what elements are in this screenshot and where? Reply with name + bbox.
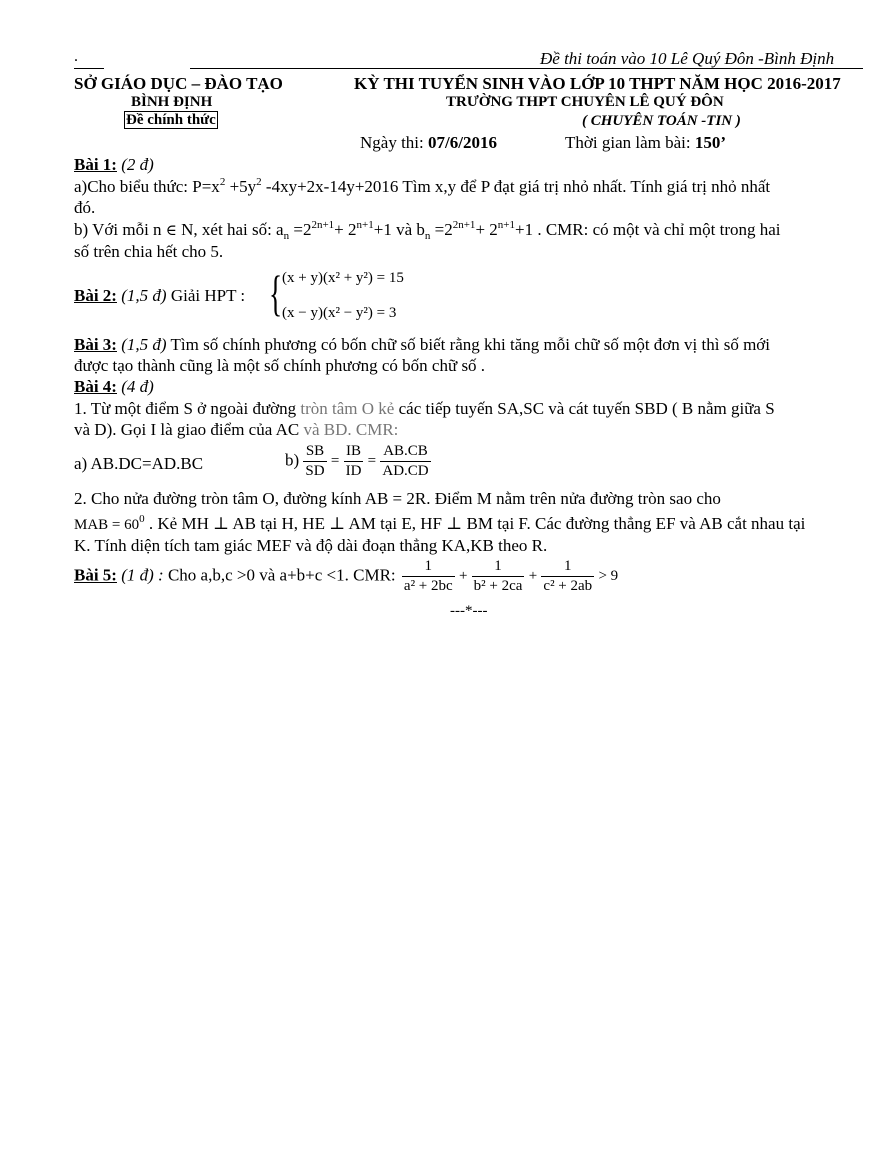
- bai3-text: Tìm số chính phương có bốn chữ số biết rằng khi tăng mỗi chữ số một đơn vị thì số mới: [166, 335, 771, 354]
- fraction-1: [402, 558, 455, 594]
- bai4-b-label: b): [285, 450, 300, 470]
- bai4-p1-line1: [74, 400, 775, 419]
- fraction-sb-sd: [303, 443, 326, 479]
- exponent: 2n+1: [311, 219, 335, 231]
- bai2-title: Bài 2:: [74, 286, 117, 305]
- bai2-equation-1: (x + y)(x² + y²) = 15: [282, 270, 404, 286]
- bai3-line2: được tạo thành cũng là một số chính phương có bốn chữ số .: [74, 356, 486, 375]
- bai4-faded-text: tròn tâm O kẻ: [300, 399, 395, 418]
- bai4-text: và D). Gọi I là giao điểm của AC: [74, 420, 304, 439]
- bai5-title: Bài 5:: [74, 565, 117, 585]
- bai1-b-line2: số trên chia hết cho 5.: [74, 242, 224, 261]
- subscript: n: [424, 230, 431, 242]
- bai4-text: . Kẻ MH ⊥ AB tại H, HE ⊥ AM tại E, HF ⊥ BM tại F. Các đường thẳng EF và AB cắt nhau tại: [144, 514, 806, 533]
- bai4-p2-line1: 2. Cho nửa đường tròn tâm O, đường kính AB = 2R. Điểm M nằm trên nửa đường tròn sao cho: [74, 489, 721, 508]
- element-of-symbol: ∈: [165, 223, 177, 239]
- fraction-ib-id: [344, 443, 364, 479]
- bai3-line1: [74, 336, 770, 355]
- plus-sign: +: [458, 567, 468, 584]
- official-box: Đề chính thức: [126, 112, 216, 128]
- bai1-heading: [74, 156, 154, 175]
- bai1-part-a: [74, 178, 770, 197]
- header-dot: .: [74, 48, 78, 65]
- bai3-title: Bài 3:: [74, 335, 117, 354]
- degree-superscript: 0: [139, 513, 145, 525]
- numerator: 1: [402, 558, 455, 577]
- bai1-b-text: +1 và b: [373, 220, 425, 239]
- official-label: [124, 112, 218, 129]
- school-name: TRƯỜNG THPT CHUYÊN LÊ QUÝ ĐÔN: [446, 94, 724, 110]
- numerator: AB.CB: [380, 443, 430, 462]
- bai2-heading: [74, 287, 245, 306]
- fraction-3: [541, 558, 594, 594]
- equals-sign: =: [367, 452, 377, 469]
- angle-mab: MAB = 60: [74, 517, 140, 533]
- denominator: AD.CD: [382, 462, 429, 479]
- bai1-b-text: +1 . CMR: có một và chỉ một trong hai: [515, 220, 781, 239]
- exam-track: ( CHUYÊN TOÁN -TIN ): [582, 113, 741, 129]
- header-rule-short: [74, 68, 104, 69]
- date-label: Ngày thi:: [360, 133, 428, 152]
- bai5-text: Cho a,b,c >0 và a+b+c <1. CMR:: [163, 565, 400, 585]
- greater-than: > 9: [598, 567, 619, 584]
- bai4-faded-text: và BD. CMR:: [303, 420, 399, 439]
- denominator: c² + 2ab: [543, 577, 593, 594]
- bai4-p1-line2: [74, 421, 398, 440]
- bai1-points: (2 đ): [116, 155, 154, 174]
- exam-time: 150’: [694, 133, 727, 152]
- bai1-b-text: =2: [430, 220, 453, 239]
- fraction-abcb-adcd: [380, 443, 430, 479]
- bai1-b-text: =2: [289, 220, 312, 239]
- subscript: n: [283, 230, 290, 242]
- bai2-points: (1,5 đ): [116, 286, 167, 305]
- department: SỞ GIÁO DỤC – ĐÀO TẠO: [74, 74, 283, 93]
- bai1-part-b: [74, 221, 781, 240]
- time-label: Thời gian làm bài:: [565, 133, 695, 152]
- end-mark: ---*---: [450, 603, 488, 619]
- bai1-b-text: b) Với mỗi n: [74, 220, 166, 239]
- plus-sign: +: [528, 567, 538, 584]
- bai4-b: [285, 443, 431, 479]
- running-title: Đề thi toán vào 10 Lê Quý Đôn -Bình Định: [540, 49, 835, 68]
- bai4-a: a) AB.DC=AD.BC: [74, 454, 204, 473]
- denominator: b² + 2ca: [473, 577, 523, 594]
- bai4-title: Bài 4:: [74, 377, 117, 396]
- bai1-a-text: a)Cho biểu thức: P=x: [74, 177, 220, 196]
- numerator: IB: [344, 443, 364, 462]
- bai1-b-text: + 2: [334, 220, 357, 239]
- bai4-text: 1. Từ một điểm S ở ngoài đường: [74, 399, 301, 418]
- exponent: n+1: [497, 219, 515, 231]
- bai1-title: Bài 1:: [74, 155, 117, 174]
- bai2-text: Giải HPT :: [166, 286, 246, 305]
- bai1-b-text: N, xét hai số: a: [176, 220, 284, 239]
- bai5-line: [74, 558, 618, 594]
- exam-time-line: [565, 134, 726, 153]
- bai1-a-text: +5y: [225, 177, 257, 196]
- province: BÌNH ĐỊNH: [131, 94, 213, 110]
- bai1-b-text: + 2: [475, 220, 498, 239]
- exam-date-line: [360, 134, 497, 153]
- bai4-p2-line2: [74, 515, 805, 534]
- bai3-points: (1,5 đ): [116, 335, 167, 354]
- exponent: 2n+1: [452, 219, 476, 231]
- exam-title: KỲ THI TUYỂN SINH VÀO LỚP 10 THPT NĂM HỌC 2016-2017: [354, 74, 841, 93]
- numerator: 1: [472, 558, 525, 577]
- exponent: 2: [256, 176, 262, 188]
- bai1-a-text: -4xy+2x-14y+2016 Tìm x,y để P đạt giá trị nhỏ nhất. Tính giá trị nhỏ nhất: [261, 177, 771, 196]
- bai2-equation-2: (x − y)(x² − y²) = 3: [282, 305, 397, 321]
- bai4-points: (4 đ): [116, 377, 154, 396]
- equals-sign: =: [330, 452, 340, 469]
- numerator: SB: [303, 443, 326, 462]
- bai5-points: (1 đ) :: [116, 565, 164, 585]
- denominator: ID: [345, 462, 362, 479]
- denominator: SD: [305, 462, 325, 479]
- bai1-a-line2: đó.: [74, 198, 96, 217]
- exam-date: 07/6/2016: [428, 133, 497, 152]
- bai4-heading: [74, 378, 154, 397]
- fraction-2: [472, 558, 525, 594]
- bai4-p2-line3: K. Tính diện tích tam giác MEF và độ dài đoạn thẳng KA,KB theo R.: [74, 536, 548, 555]
- numerator: 1: [541, 558, 594, 577]
- exponent: 2: [219, 176, 226, 188]
- system-brace: {: [269, 265, 283, 321]
- exponent: n+1: [356, 219, 374, 231]
- bai4-text: các tiếp tuyến SA,SC và cát tuyến SBD ( B nằm giữa S: [394, 399, 775, 418]
- denominator: a² + 2bc: [403, 577, 453, 594]
